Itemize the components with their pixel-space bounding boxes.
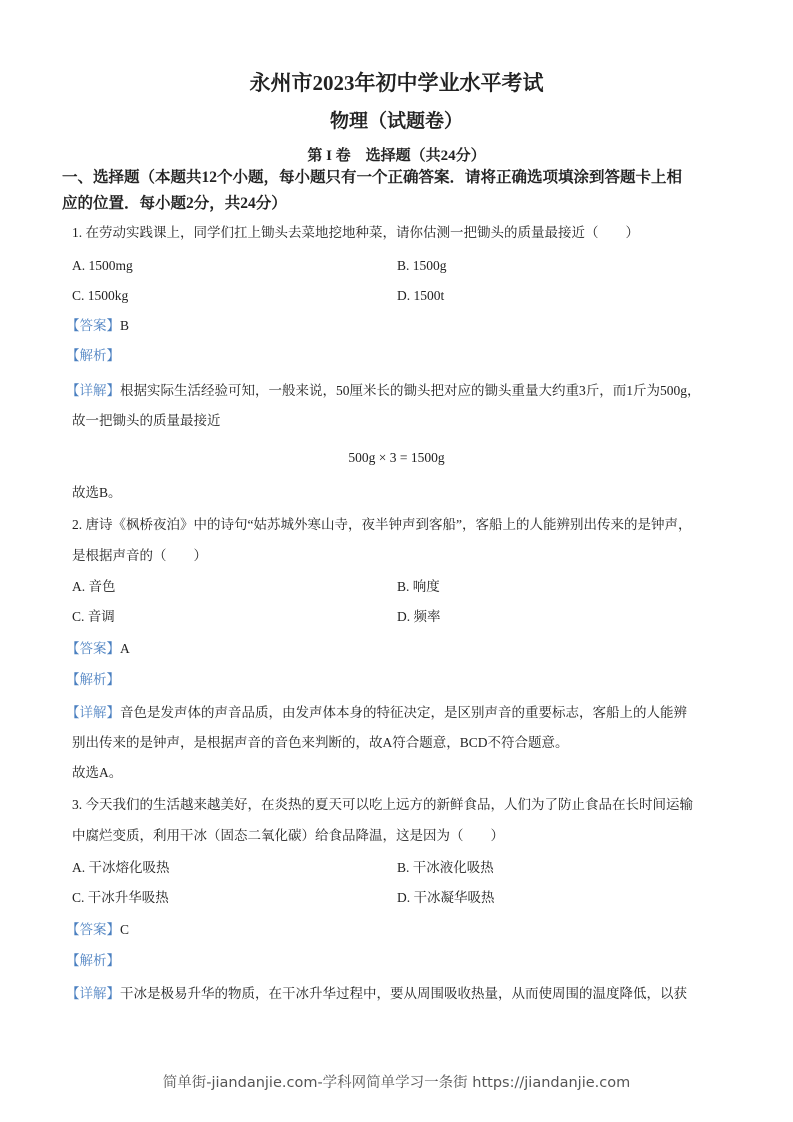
detail-text: 根据实际生活经验可知，一般来说，50厘米长的锄头把对应的锄头重量大约重3斤，而1斤为500g， (120, 383, 701, 398)
q3-stem-2: 中腐烂变质，利用干冰（固态二氧化碳）给食品降温，这是因为（ ） (72, 828, 504, 843)
q3-answer (66, 921, 129, 939)
q2-option-a: A. 音色 (72, 579, 116, 594)
q3-option-b: B. 干冰液化吸热 (397, 860, 494, 875)
q1-option-b: B. 1500g (397, 258, 447, 273)
q1-detail-2: 故一把锄头的质量最接近 (72, 413, 221, 428)
q2-analysis-label: 【解析】 (66, 672, 120, 687)
section-heading-2: 应的位置．每小题2分，共24分） (62, 195, 287, 212)
q3-stem-1: 3. 今天我们的生活越来越美好，在炎热的夏天可以吃上远方的新鲜食品，人们为了防止食品在长时间运输 (72, 797, 693, 812)
q1-answer (66, 317, 129, 335)
doc-subtitle: 物理（试题卷） (329, 111, 463, 132)
detail-text: 干冰是极易升华的物质，在干冰升华过程中，要从周围吸收热量，从而使周围的温度降低，以获 (120, 986, 687, 1001)
q2-detail-2: 别出传来的是钟声，是根据声音的音色来判断的，故A符合题意，BCD不符合题意。 (72, 735, 569, 750)
q2-stem-1: 2. 唐诗《枫桥夜泊》中的诗句“姑苏城外寒山寺，夜半钟声到客船”，客船上的人能辨别出传来的是钟声， (72, 517, 692, 532)
q3-option-a: A. 干冰熔化吸热 (72, 860, 170, 875)
q1-option-c: C. 1500kg (72, 288, 129, 303)
doc-title: 永州市2023年初中学业水平考试 (249, 71, 544, 95)
answer-value: A (120, 641, 130, 656)
part-heading: 第 I 卷 选择题（共24分） (307, 148, 486, 164)
q1-detail-1 (66, 382, 701, 400)
q2-detail-1 (66, 704, 687, 722)
q1-formula: 500g × 3 = 1500g (348, 450, 445, 465)
q1-analysis-label: 【解析】 (66, 348, 120, 363)
footer-watermark: 简单街-jiandanjie.com-学科网简单学习一条街 https://jiandanjie.com (162, 1075, 631, 1091)
detail-label: 【详解】 (66, 986, 120, 1001)
answer-label: 【答案】 (66, 318, 120, 333)
detail-label: 【详解】 (66, 383, 120, 398)
q2-answer (66, 640, 130, 658)
q1-option-a: A. 1500mg (72, 258, 133, 273)
answer-value: C (120, 922, 130, 937)
q2-option-c: C. 音调 (72, 609, 115, 624)
answer-label: 【答案】 (66, 922, 120, 937)
q1-option-d: D. 1500t (397, 288, 445, 303)
q1-conclusion: 故选B。 (72, 485, 122, 500)
q2-conclusion: 故选A。 (72, 765, 123, 780)
detail-text: 音色是发声体的声音品质，由发声体本身的特征决定，是区别声音的重要标志，客船上的人能辨 (120, 705, 687, 720)
q3-option-c: C. 干冰升华吸热 (72, 890, 169, 905)
q2-option-d: D. 频率 (397, 609, 441, 624)
answer-value: B (120, 318, 130, 333)
q1-stem: 1. 在劳动实践课上，同学们扛上锄头去菜地挖地种菜，请你估测一把锄头的质量最接近（ ） (72, 225, 639, 240)
q3-analysis-label: 【解析】 (66, 953, 120, 968)
detail-label: 【详解】 (66, 705, 120, 720)
q2-stem-2: 是根据声音的（ ） (72, 548, 207, 563)
q3-detail-1 (66, 985, 687, 1003)
q2-option-b: B. 响度 (397, 579, 440, 594)
q3-option-d: D. 干冰凝华吸热 (397, 890, 495, 905)
section-heading-1: 一、选择题（本题共12个小题，每小题只有一个正确答案．请将正确选项填涂到答题卡上相 (62, 169, 683, 186)
answer-label: 【答案】 (66, 641, 120, 656)
